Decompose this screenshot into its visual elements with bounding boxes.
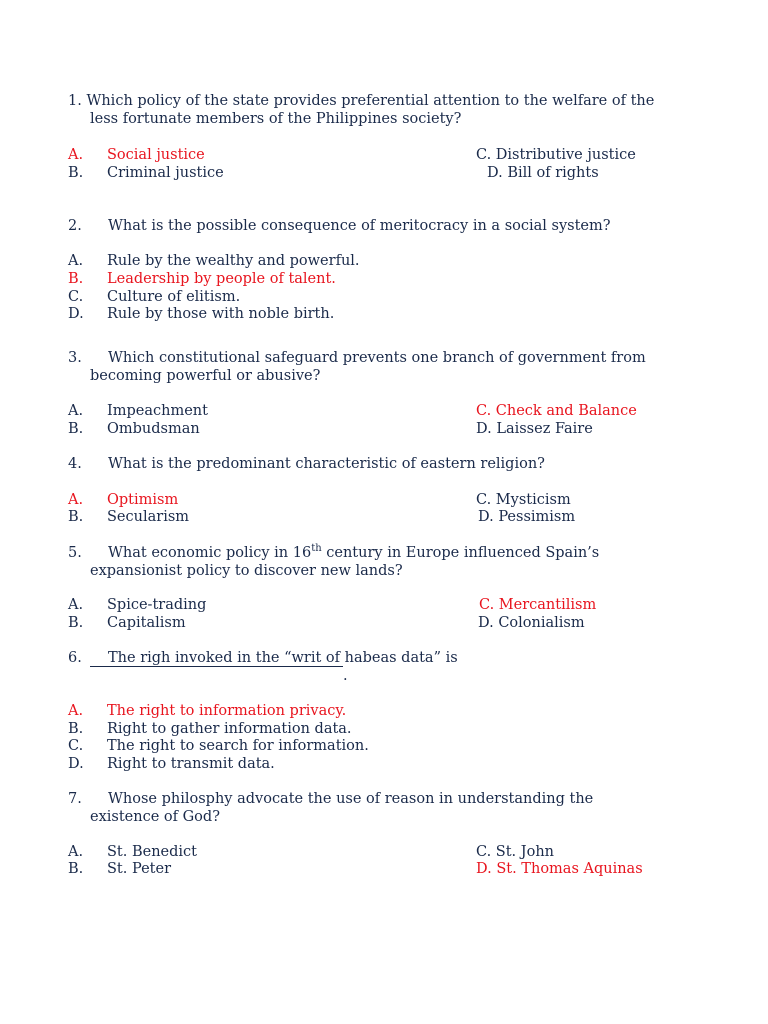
q4-option-a: Optimism xyxy=(107,492,179,508)
q7-option-c: C. St. John xyxy=(476,844,554,860)
q2-option-d: Rule by those with noble birth. xyxy=(107,306,335,322)
q6-option-c-letter: C. xyxy=(68,738,84,754)
q6-option-b-letter: B. xyxy=(68,721,84,737)
q6-option-c: The right to search for information. xyxy=(107,738,369,754)
q3-option-a-letter: A. xyxy=(68,403,84,419)
q7-option-b: St. Peter xyxy=(107,861,172,877)
q6-stem-period: . xyxy=(343,668,348,684)
q7-stem-line1: Whose philosphy advocate the use of reason in understanding the xyxy=(108,791,594,807)
q5-option-b-letter: B. xyxy=(68,615,84,631)
q3-option-b-letter: B. xyxy=(68,421,84,437)
q1-stem-line2: less fortunate members of the Philippines society? xyxy=(90,111,462,127)
q4-option-a-letter: A. xyxy=(68,492,84,508)
q4-option-b: Secularism xyxy=(107,509,190,525)
q5-option-d: D. Colonialism xyxy=(478,615,585,631)
q3-option-a: Impeachment xyxy=(107,403,208,419)
q1-stem-line1: 1. Which policy of the state provides preferential attention to the welfare of the xyxy=(68,93,655,109)
q3-option-b: Ombudsman xyxy=(107,421,200,437)
q5-number: 5. xyxy=(68,545,82,561)
q2-number: 2. xyxy=(68,218,82,234)
q6-answer-blank-line xyxy=(90,666,343,667)
q7-option-a-letter: A. xyxy=(68,844,84,860)
q7-option-a: St. Benedict xyxy=(107,844,198,860)
q4-stem-line1: What is the predominant characteristic of eastern religion? xyxy=(108,456,545,472)
q2-option-c: Culture of elitism. xyxy=(107,289,241,305)
q4-option-d: D. Pessimism xyxy=(478,509,576,525)
q6-option-a-letter: A. xyxy=(68,703,84,719)
q6-stem-line1: The righ invoked in the “writ of habeas data” is xyxy=(108,650,458,666)
q3-option-d: D. Laissez Faire xyxy=(476,421,593,437)
q5-option-b: Capitalism xyxy=(107,615,186,631)
q6-option-d-letter: D. xyxy=(68,756,84,772)
q5-stem-superscript: th xyxy=(311,543,322,555)
q4-option-c: C. Mysticism xyxy=(476,492,571,508)
q3-stem-line2: becoming powerful or abusive? xyxy=(90,368,321,384)
q1-option-a: Social justice xyxy=(107,147,205,163)
q6-option-d: Right to transmit data. xyxy=(107,756,275,772)
q3-option-c: C. Check and Balance xyxy=(476,403,637,419)
q1-option-b-letter: B. xyxy=(68,165,84,181)
q1-option-d: D. Bill of rights xyxy=(487,165,599,181)
q6-number: 6. xyxy=(68,650,82,666)
q2-option-c-letter: C. xyxy=(68,289,84,305)
q7-stem-line2: existence of God? xyxy=(90,809,220,825)
q6-option-a: The right to information privacy. xyxy=(107,703,347,719)
q2-option-b-letter: B. xyxy=(68,271,84,287)
q2-option-a: Rule by the wealthy and powerful. xyxy=(107,253,360,269)
q3-stem-line1: Which constitutional safeguard prevents one branch of government from xyxy=(108,350,646,366)
q5-stem-post: century in Europe influenced Spain’s xyxy=(321,545,600,561)
q7-option-b-letter: B. xyxy=(68,861,84,877)
q1-option-b: Criminal justice xyxy=(107,165,224,181)
q7-number: 7. xyxy=(68,791,82,807)
q2-stem-line1: What is the possible consequence of meritocracy in a social system? xyxy=(108,218,611,234)
q5-stem-line2: expansionist policy to discover new lands? xyxy=(90,563,403,579)
q5-option-c: C. Mercantilism xyxy=(479,597,597,613)
q5-option-a-letter: A. xyxy=(68,597,84,613)
q3-number: 3. xyxy=(68,350,82,366)
q5-stem-line1 xyxy=(108,544,599,562)
q1-option-a-letter: A. xyxy=(68,147,84,163)
q5-option-a: Spice-trading xyxy=(107,597,207,613)
q2-option-d-letter: D. xyxy=(68,306,84,322)
q2-option-b: Leadership by people of talent. xyxy=(107,271,336,287)
q4-option-b-letter: B. xyxy=(68,509,84,525)
q1-option-c: C. Distributive justice xyxy=(476,147,636,163)
q5-stem-pre: What economic policy in 16 xyxy=(108,545,312,561)
q4-number: 4. xyxy=(68,456,82,472)
q7-option-d: D. St. Thomas Aquinas xyxy=(476,861,643,877)
q2-option-a-letter: A. xyxy=(68,253,84,269)
q6-option-b: Right to gather information data. xyxy=(107,721,352,737)
